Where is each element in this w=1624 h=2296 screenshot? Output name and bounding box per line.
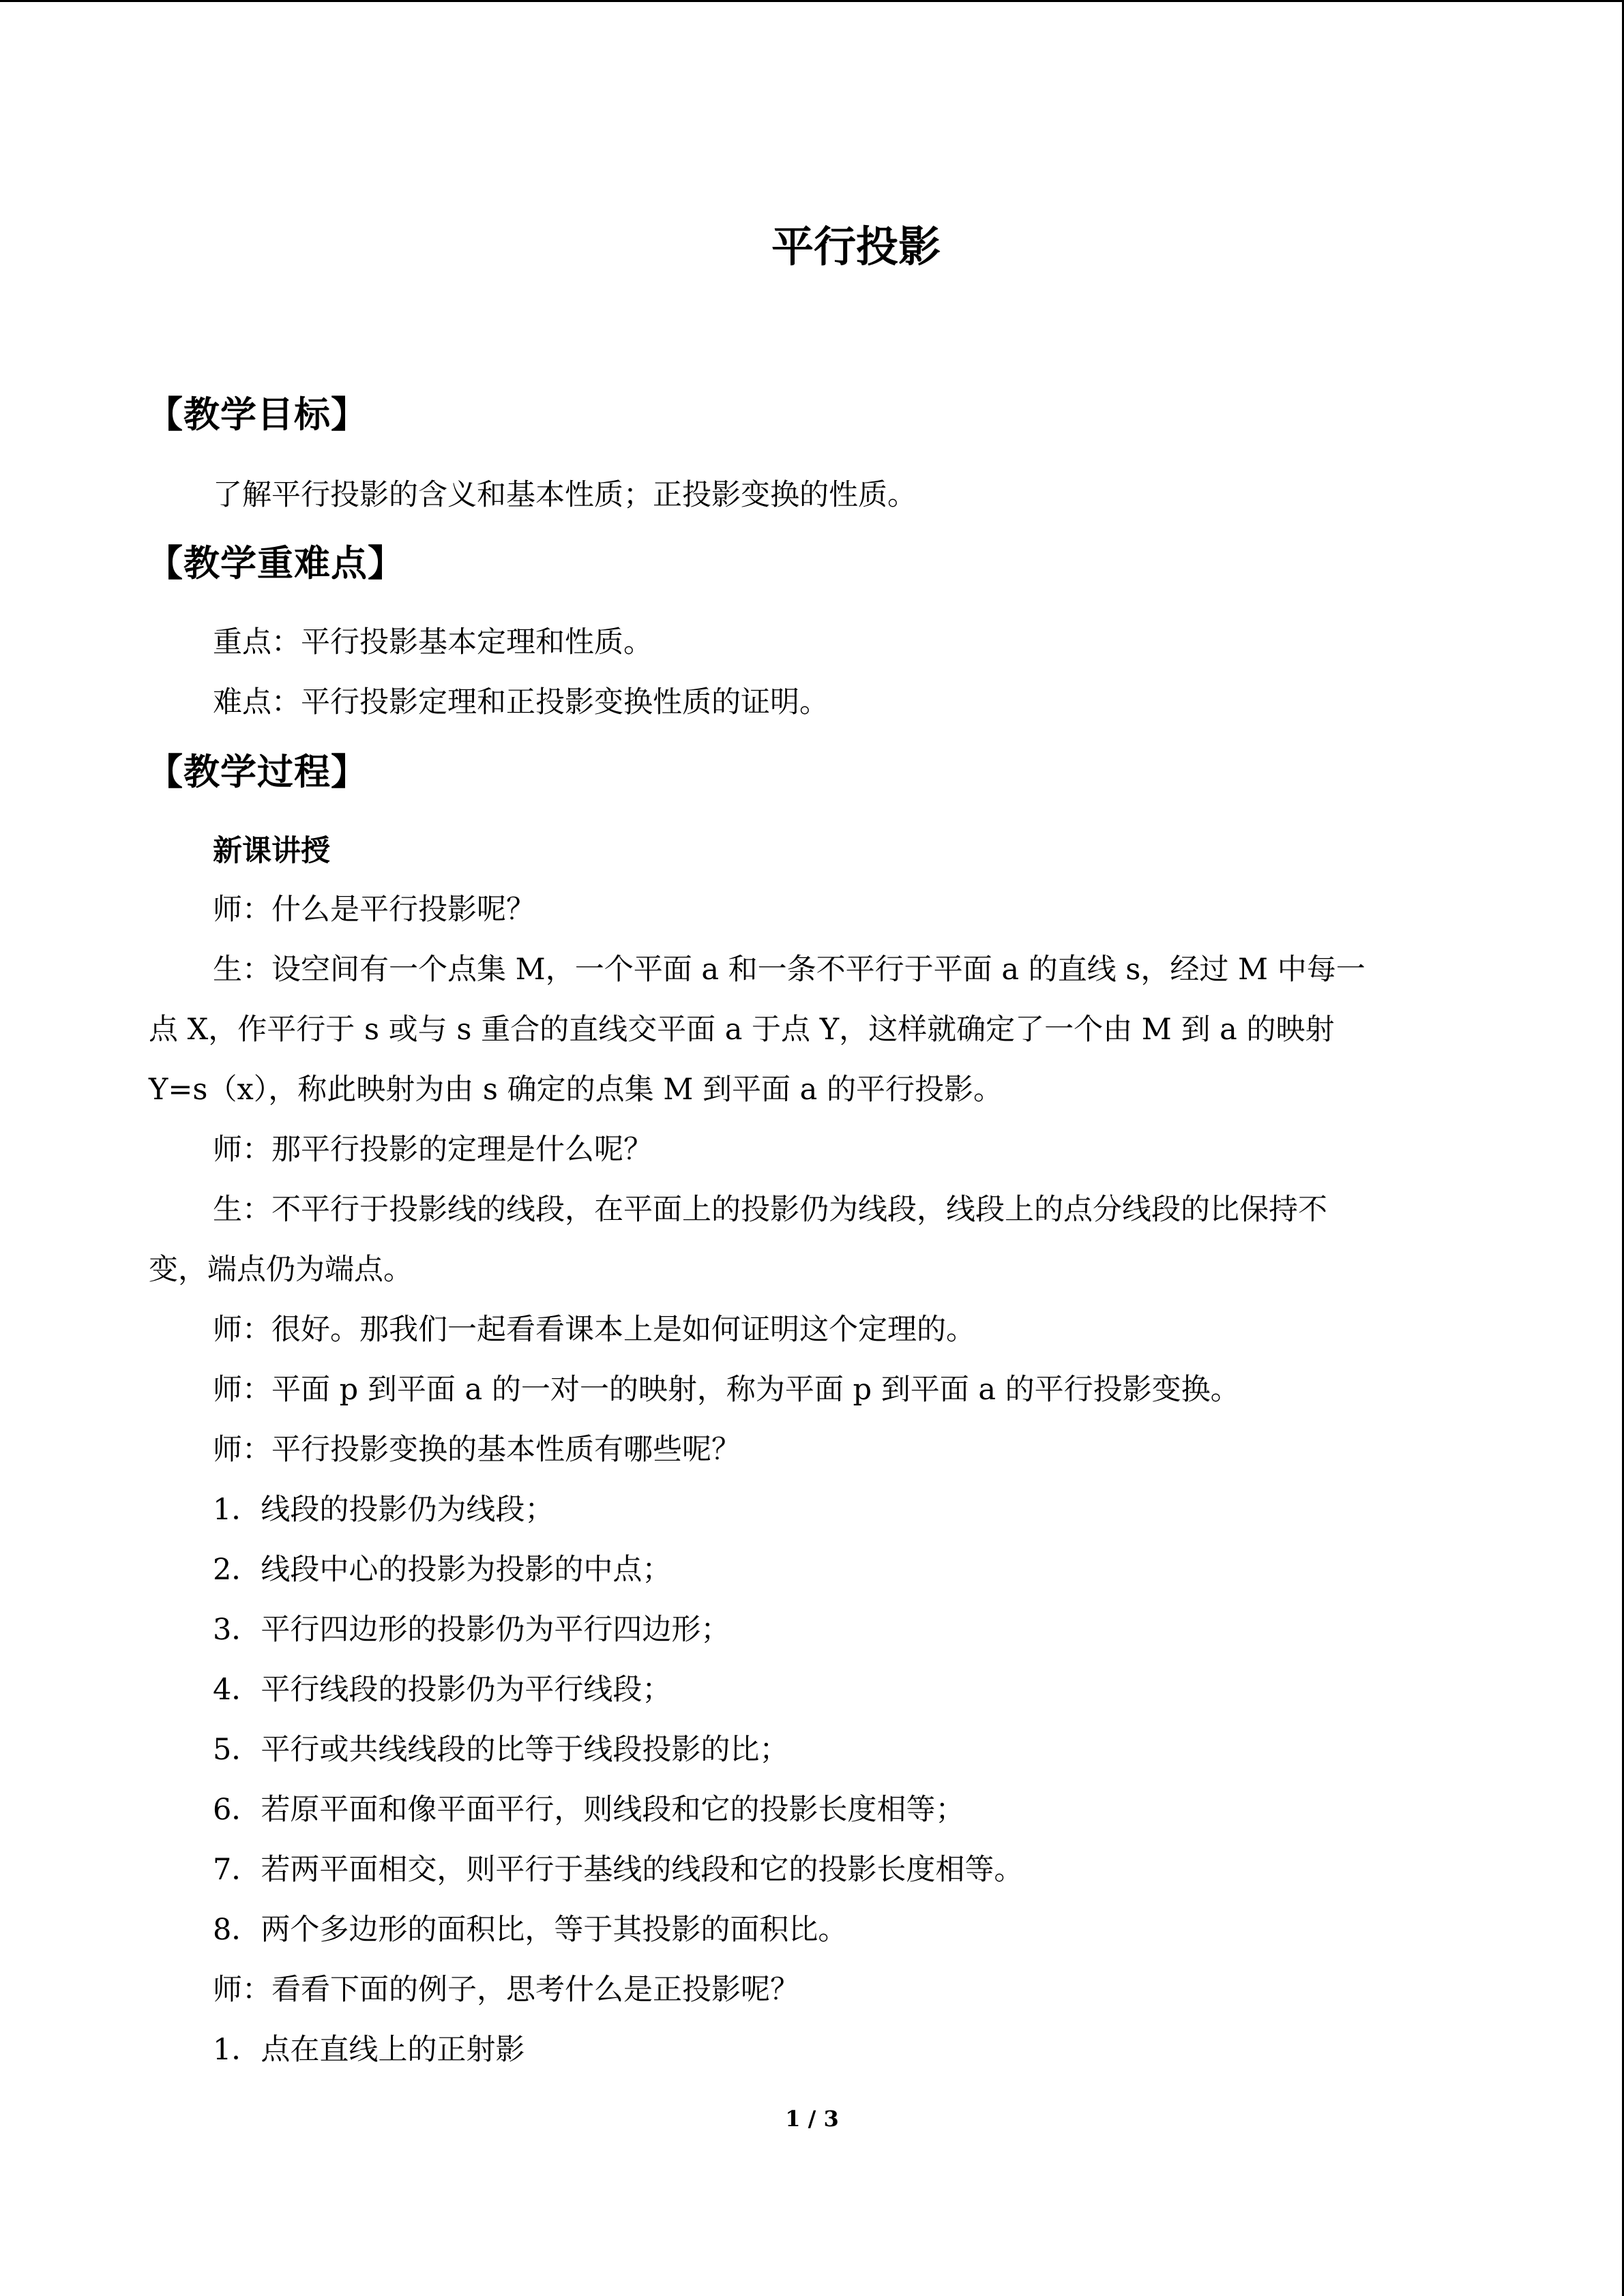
process-line: 师：那平行投影的定理是什么呢？ — [213, 1133, 653, 1167]
property-list-item: 8．两个多边形的面积比，等于其投影的面积比。 — [213, 1913, 848, 1947]
property-list-item: 6．若原平面和像平面平行，则线段和它的投影长度相等； — [213, 1793, 965, 1827]
page-number: 1 / 3 — [785, 2106, 839, 2132]
heading-key-difficult: 【教学重难点】 — [147, 542, 404, 584]
process-line: 师：平行投影变换的基本性质有哪些呢？ — [213, 1433, 741, 1467]
process-line: 师：什么是平行投影呢？ — [213, 893, 535, 927]
goal-text: 了解平行投影的含义和基本性质；正投影变换的性质。 — [213, 478, 917, 512]
page-title: 平行投影 — [771, 222, 941, 271]
process-line: 变，端点仍为端点。 — [149, 1253, 413, 1287]
process-line: 师：平面 p 到平面 a 的一对一的映射，称为平面 p 到平面 a 的平行投影变换。 — [213, 1373, 1240, 1407]
process-line: 点 X，作平行于 s 或与 s 重合的直线交平面 a 于点 Y，这样就确定了一个由 M 到 a 的映射 — [149, 1013, 1335, 1047]
process-line: 师：很好。那我们一起看看课本上是如何证明这个定理的。 — [213, 1313, 975, 1347]
heading-teaching-goal: 【教学目标】 — [147, 393, 368, 436]
page-top-border — [0, 0, 1624, 2]
heading-teaching-process: 【教学过程】 — [147, 751, 368, 793]
process-line: 师：看看下面的例子，思考什么是正投影呢？ — [213, 1973, 799, 2007]
property-list-item: 4．平行线段的投影仍为平行线段； — [213, 1673, 672, 1707]
property-list-item: 7．若两平面相交，则平行于基线的线段和它的投影长度相等。 — [213, 1853, 1024, 1887]
key-point-text: 重点：平行投影基本定理和性质。 — [213, 625, 653, 659]
process-line: 生：不平行于投影线的线段，在平面上的投影仍为线段，线段上的点分线段的比保持不 — [213, 1193, 1327, 1227]
example-list-item: 1．点在直线上的正射影 — [213, 2033, 525, 2067]
property-list-item: 5．平行或共线线段的比等于线段投影的比； — [213, 1733, 789, 1767]
subheading-new-lesson: 新课讲授 — [213, 834, 330, 868]
process-line: 生：设空间有一个点集 M，一个平面 a 和一条不平行于平面 a 的直线 s，经过 M 中每一 — [213, 953, 1365, 987]
property-list-item: 1．线段的投影仍为线段； — [213, 1493, 555, 1527]
difficult-point-text: 难点：平行投影定理和正投影变换性质的证明。 — [213, 685, 829, 719]
process-line: Y=s（x），称此映射为由 s 确定的点集 M 到平面 a 的平行投影。 — [149, 1073, 1003, 1107]
property-list-item: 2．线段中心的投影为投影的中点； — [213, 1553, 672, 1587]
property-list-item: 3．平行四边形的投影仍为平行四边形； — [213, 1613, 730, 1647]
